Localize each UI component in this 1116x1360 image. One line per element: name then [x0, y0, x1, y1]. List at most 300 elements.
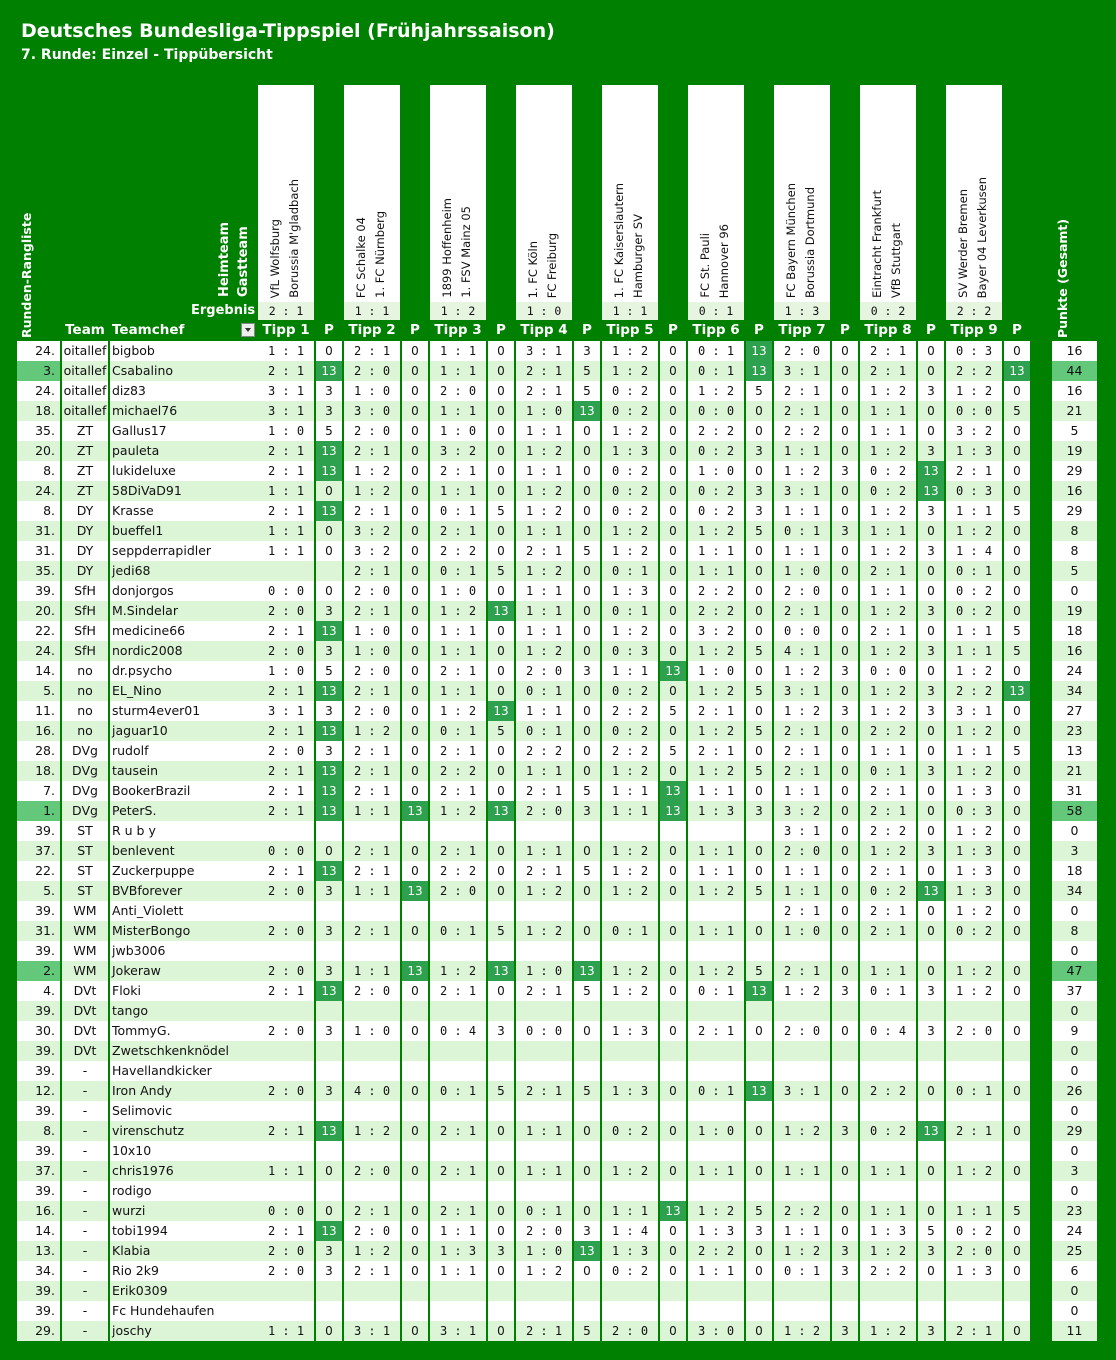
table-row	[0, 1021, 1116, 1041]
tip-cell: 1 : 2	[602, 861, 658, 881]
team-cell: -	[62, 1161, 108, 1181]
points-cell	[316, 1101, 342, 1121]
points-cell	[402, 941, 428, 961]
tip-cell	[258, 1301, 314, 1321]
points-cell: 3	[918, 681, 944, 701]
points-cell: 0	[402, 1201, 428, 1221]
tip-cell	[946, 1181, 1002, 1201]
points-cell: 5	[746, 1201, 772, 1221]
tip-cell: 1 : 1	[602, 801, 658, 821]
tip-cell: 0 : 2	[602, 721, 658, 741]
points-cell	[402, 1001, 428, 1021]
points-cell: 0	[402, 461, 428, 481]
rank-cell: 39.	[17, 1281, 60, 1301]
table-row	[0, 681, 1116, 701]
total-points-cell: 0	[1052, 581, 1097, 601]
tip-cell	[602, 941, 658, 961]
tip-cell: 1 : 2	[344, 461, 400, 481]
points-cell: 0	[574, 881, 600, 901]
tip-cell: 2 : 2	[860, 1261, 916, 1281]
table-row	[0, 1061, 1116, 1081]
tip-cell: 2 : 1	[344, 341, 400, 361]
tip-cell: 2 : 1	[688, 1021, 744, 1041]
tip-cell: 1 : 1	[516, 521, 572, 541]
table-row	[0, 761, 1116, 781]
match-result: 2 : 2	[946, 302, 1002, 320]
teamchef-cell: Rio 2k9	[110, 1261, 258, 1281]
points-cell: 0	[832, 801, 858, 821]
teamchef-cell: jedi68	[110, 561, 258, 581]
tip-cell: 1 : 2	[860, 701, 916, 721]
tip-cell: 1 : 1	[688, 1161, 744, 1181]
points-column-header: P	[1012, 322, 1022, 338]
team-cell: -	[62, 1241, 108, 1261]
points-cell: 0	[488, 461, 514, 481]
tip-cell: 2 : 0	[946, 1021, 1002, 1041]
points-cell: 0	[488, 681, 514, 701]
teamchef-cell: rudolf	[110, 741, 258, 761]
points-cell: 0	[832, 1021, 858, 1041]
total-points-cell: 8	[1052, 521, 1097, 541]
table-row	[0, 381, 1116, 401]
tip-cell: 2 : 0	[344, 361, 400, 381]
points-cell: 0	[488, 1261, 514, 1281]
points-cell: 5	[574, 1081, 600, 1101]
tip-cell: 2 : 1	[946, 1121, 1002, 1141]
tip-cell: 1 : 2	[516, 561, 572, 581]
total-points-cell: 44	[1052, 361, 1097, 381]
points-cell: 0	[402, 761, 428, 781]
points-cell: 3	[918, 701, 944, 721]
tip-cell	[430, 821, 486, 841]
rank-cell: 2.	[17, 961, 60, 981]
points-cell	[918, 1001, 944, 1021]
points-cell: 0	[660, 1021, 686, 1041]
team-column-header: Team	[65, 322, 105, 338]
tip-cell	[774, 1041, 830, 1061]
tipp-column-header: Tipp 8	[864, 322, 912, 338]
points-cell: 13	[316, 721, 342, 741]
tip-cell: 0 : 1	[774, 1261, 830, 1281]
tip-cell: 0 : 0	[258, 581, 314, 601]
points-cell: 3	[316, 601, 342, 621]
tip-cell: 3 : 1	[430, 1321, 486, 1341]
points-cell: 13	[316, 861, 342, 881]
teamchef-cell: Klabia	[110, 1241, 258, 1261]
points-cell: 0	[574, 561, 600, 581]
points-cell: 0	[660, 761, 686, 781]
tip-cell: 1 : 2	[602, 881, 658, 901]
tip-cell: 1 : 2	[774, 1321, 830, 1341]
points-cell: 3	[832, 981, 858, 1001]
points-cell	[574, 1001, 600, 1021]
points-cell	[918, 1061, 944, 1081]
points-cell	[316, 1001, 342, 1021]
tip-cell	[516, 941, 572, 961]
tip-cell: 1 : 1	[688, 541, 744, 561]
rank-cell: 14.	[17, 1221, 60, 1241]
points-cell: 13	[574, 961, 600, 981]
tip-cell: 1 : 3	[860, 1221, 916, 1241]
points-cell: 5	[1004, 501, 1030, 521]
points-cell: 0	[660, 861, 686, 881]
points-cell	[1004, 1281, 1030, 1301]
points-cell	[746, 1301, 772, 1321]
tip-cell: 1 : 1	[258, 1161, 314, 1181]
teamchef-cell: tobi1994	[110, 1221, 258, 1241]
points-cell: 0	[746, 861, 772, 881]
match-column	[516, 85, 572, 320]
tip-cell: 2 : 1	[860, 901, 916, 921]
points-cell: 3	[746, 481, 772, 501]
points-cell: 3	[316, 1021, 342, 1041]
tip-cell: 2 : 1	[430, 981, 486, 1001]
points-cell: 0	[918, 661, 944, 681]
tip-cell: 2 : 1	[516, 541, 572, 561]
points-cell: 0	[488, 841, 514, 861]
points-cell: 3	[316, 881, 342, 901]
tip-cell: 0 : 2	[688, 441, 744, 461]
tip-cell: 2 : 0	[344, 581, 400, 601]
team-cell: DVt	[62, 1001, 108, 1021]
rank-cell: 20.	[17, 601, 60, 621]
tip-cell	[344, 1141, 400, 1161]
points-cell	[488, 1101, 514, 1121]
points-cell: 3	[316, 641, 342, 661]
tip-cell: 1 : 2	[860, 541, 916, 561]
total-points-cell: 3	[1052, 841, 1097, 861]
rank-cell: 39.	[17, 941, 60, 961]
tip-cell: 1 : 0	[430, 581, 486, 601]
points-cell	[316, 821, 342, 841]
points-cell	[1004, 1001, 1030, 1021]
points-cell: 0	[574, 641, 600, 661]
points-cell: 0	[488, 741, 514, 761]
table-row	[0, 841, 1116, 861]
table-row	[0, 781, 1116, 801]
tip-cell: 2 : 2	[688, 601, 744, 621]
points-cell: 0	[660, 1321, 686, 1341]
points-cell: 0	[1004, 721, 1030, 741]
team-cell: DVt	[62, 1041, 108, 1061]
points-cell: 0	[488, 421, 514, 441]
points-cell: 0	[832, 741, 858, 761]
points-cell: 0	[488, 341, 514, 361]
points-cell	[316, 1301, 342, 1321]
tip-cell: 0 : 0	[688, 401, 744, 421]
tip-cell	[516, 1101, 572, 1121]
tip-cell: 0 : 0	[258, 841, 314, 861]
table-row	[0, 361, 1116, 381]
tip-cell: 2 : 1	[344, 601, 400, 621]
tip-cell: 0 : 1	[516, 721, 572, 741]
tip-cell: 0 : 2	[602, 1261, 658, 1281]
tip-cell: 1 : 1	[688, 561, 744, 581]
tip-cell: 1 : 2	[516, 881, 572, 901]
rank-cell: 37.	[17, 1161, 60, 1181]
points-cell: 3	[316, 1261, 342, 1281]
teamchef-cell: Csabalino	[110, 361, 258, 381]
tip-cell: 1 : 2	[688, 381, 744, 401]
tip-cell: 1 : 0	[344, 1021, 400, 1041]
points-cell: 0	[488, 1161, 514, 1181]
tip-cell: 2 : 0	[258, 601, 314, 621]
points-cell: 0	[316, 1161, 342, 1181]
tip-cell: 1 : 2	[860, 1321, 916, 1341]
rank-cell: 22.	[17, 861, 60, 881]
points-cell	[746, 1101, 772, 1121]
match-result: 1 : 1	[344, 302, 400, 320]
points-cell: 3	[918, 381, 944, 401]
tip-cell: 0 : 2	[688, 501, 744, 521]
tip-cell: 2 : 1	[860, 861, 916, 881]
tip-cell: 2 : 1	[258, 721, 314, 741]
points-cell: 0	[1004, 961, 1030, 981]
points-cell: 0	[918, 921, 944, 941]
points-cell: 0	[488, 401, 514, 421]
rank-cell: 14.	[17, 661, 60, 681]
total-points-cell: 16	[1052, 641, 1097, 661]
points-cell: 13	[918, 881, 944, 901]
teamchef-cell: Selimovic	[110, 1101, 258, 1121]
points-cell: 0	[1004, 1161, 1030, 1181]
points-cell	[832, 1061, 858, 1081]
points-cell: 13	[316, 681, 342, 701]
points-cell	[402, 1041, 428, 1061]
points-cell	[488, 1181, 514, 1201]
points-cell	[832, 1001, 858, 1021]
table-row	[0, 441, 1116, 461]
tip-cell: 2 : 2	[860, 1081, 916, 1101]
filter-dropdown-button[interactable]	[241, 323, 255, 337]
tip-cell	[344, 1101, 400, 1121]
tip-cell: 3 : 2	[344, 521, 400, 541]
points-cell	[660, 1301, 686, 1321]
points-cell: 0	[402, 341, 428, 361]
points-cell: 0	[488, 641, 514, 661]
tip-cell: 0 : 3	[946, 481, 1002, 501]
tip-cell: 1 : 2	[602, 361, 658, 381]
team-cell: -	[62, 1181, 108, 1201]
total-points-cell: 11	[1052, 1321, 1097, 1341]
points-cell: 0	[746, 841, 772, 861]
points-cell: 3	[918, 1021, 944, 1041]
tip-cell	[430, 1101, 486, 1121]
points-cell: 0	[574, 421, 600, 441]
points-cell: 3	[832, 701, 858, 721]
tip-cell: 0 : 1	[688, 1081, 744, 1101]
tip-cell: 1 : 0	[258, 421, 314, 441]
rank-cell: 31.	[17, 921, 60, 941]
points-cell	[660, 901, 686, 921]
tip-cell	[688, 821, 744, 841]
table-row	[0, 741, 1116, 761]
points-cell	[574, 1281, 600, 1301]
points-cell	[574, 1141, 600, 1161]
points-cell: 3	[746, 441, 772, 461]
tip-cell: 1 : 2	[516, 501, 572, 521]
match-column	[774, 85, 830, 320]
tip-cell: 2 : 0	[516, 1221, 572, 1241]
tipp-column-header: Tipp 6	[692, 322, 740, 338]
tip-cell: 2 : 2	[946, 361, 1002, 381]
tip-cell: 3 : 2	[774, 801, 830, 821]
teamchef-cell: M.Sindelar	[110, 601, 258, 621]
points-cell: 0	[918, 861, 944, 881]
rank-cell: 24.	[17, 341, 60, 361]
tip-cell: 1 : 2	[774, 981, 830, 1001]
tip-cell: 1 : 2	[344, 481, 400, 501]
tip-cell: 1 : 2	[602, 341, 658, 361]
tip-cell: 2 : 0	[774, 581, 830, 601]
points-cell: 0	[574, 1021, 600, 1041]
points-cell: 0	[660, 521, 686, 541]
points-cell: 0	[746, 1161, 772, 1181]
rank-cell: 13.	[17, 1241, 60, 1261]
points-cell: 0	[574, 1121, 600, 1141]
points-cell: 0	[1004, 561, 1030, 581]
points-cell: 0	[488, 481, 514, 501]
points-cell	[402, 1141, 428, 1161]
tip-cell: 3 : 1	[344, 1321, 400, 1341]
tip-cell: 1 : 1	[516, 701, 572, 721]
points-cell	[746, 1041, 772, 1061]
points-cell: 3	[316, 1081, 342, 1101]
points-cell	[746, 1281, 772, 1301]
tip-cell: 1 : 1	[430, 1221, 486, 1241]
points-cell: 13	[1004, 361, 1030, 381]
points-cell: 0	[918, 901, 944, 921]
match-column	[688, 85, 744, 320]
tip-cell	[344, 1061, 400, 1081]
points-cell: 5	[746, 761, 772, 781]
points-cell: 5	[574, 1321, 600, 1341]
points-cell: 0	[918, 1261, 944, 1281]
tip-cell: 2 : 1	[258, 781, 314, 801]
rank-cell: 39.	[17, 1001, 60, 1021]
points-cell: 3	[918, 501, 944, 521]
points-cell	[488, 1281, 514, 1301]
table-row	[0, 581, 1116, 601]
points-cell: 0	[402, 421, 428, 441]
tip-cell: 2 : 1	[946, 461, 1002, 481]
total-points-cell: 0	[1052, 1301, 1097, 1321]
tip-cell: 1 : 2	[946, 661, 1002, 681]
tip-cell: 1 : 0	[430, 421, 486, 441]
tip-cell	[860, 1141, 916, 1161]
match-result: 1 : 2	[430, 302, 486, 320]
team-cell: oitallef	[62, 361, 108, 381]
points-cell: 0	[832, 401, 858, 421]
team-cell: ST	[62, 821, 108, 841]
tip-cell: 0 : 0	[258, 1201, 314, 1221]
points-cell: 3	[746, 1221, 772, 1241]
tip-cell	[344, 1041, 400, 1061]
points-cell: 0	[832, 381, 858, 401]
points-cell	[574, 821, 600, 841]
points-cell: 0	[660, 921, 686, 941]
tip-cell	[258, 1001, 314, 1021]
page-title: Deutsches Bundesliga-Tippspiel (Frühjahrssaison)	[21, 20, 555, 42]
points-cell: 13	[316, 501, 342, 521]
match-result: 1 : 1	[602, 302, 658, 320]
tip-cell: 2 : 2	[688, 421, 744, 441]
match-column	[602, 85, 658, 320]
tip-cell: 2 : 2	[602, 701, 658, 721]
points-cell: 0	[746, 1321, 772, 1341]
points-cell: 0	[402, 981, 428, 1001]
tip-cell: 1 : 2	[516, 441, 572, 461]
points-cell: 5	[1004, 621, 1030, 641]
tip-cell: 1 : 2	[774, 1241, 830, 1261]
tip-cell	[344, 821, 400, 841]
away-team: Borussia M'gladbach	[287, 179, 301, 298]
points-cell: 0	[1004, 821, 1030, 841]
points-cell: 0	[316, 841, 342, 861]
tip-cell: 1 : 1	[430, 1261, 486, 1281]
home-team: FC St. Pauli	[698, 233, 712, 298]
tip-cell: 2 : 1	[344, 1201, 400, 1221]
team-cell: WM	[62, 901, 108, 921]
tip-cell: 2 : 0	[344, 1161, 400, 1181]
points-cell: 0	[832, 561, 858, 581]
team-cell: DY	[62, 541, 108, 561]
tip-cell: 3 : 1	[516, 341, 572, 361]
tip-cell: 1 : 1	[602, 781, 658, 801]
points-cell: 3	[918, 761, 944, 781]
tip-cell: 2 : 0	[258, 881, 314, 901]
points-cell	[1004, 1041, 1030, 1061]
tip-cell: 2 : 1	[258, 441, 314, 461]
points-cell: 0	[488, 521, 514, 541]
tip-cell: 1 : 2	[860, 601, 916, 621]
points-cell: 0	[574, 461, 600, 481]
points-cell	[488, 901, 514, 921]
tip-cell: 1 : 1	[774, 881, 830, 901]
tip-cell: 3 : 1	[946, 701, 1002, 721]
rank-cell: 18.	[17, 761, 60, 781]
tip-cell: 1 : 2	[946, 901, 1002, 921]
points-cell	[746, 901, 772, 921]
points-cell: 5	[1004, 741, 1030, 761]
teamchef-cell: Anti_Violett	[110, 901, 258, 921]
points-cell: 13	[488, 701, 514, 721]
points-cell: 0	[1004, 661, 1030, 681]
points-cell: 0	[918, 1081, 944, 1101]
teamchef-cell: Zwetschkenknödel	[110, 1041, 258, 1061]
tip-cell	[430, 1181, 486, 1201]
tip-cell: 1 : 2	[946, 1161, 1002, 1181]
match-column	[946, 85, 1002, 320]
team-cell: DVg	[62, 801, 108, 821]
points-cell: 3	[316, 961, 342, 981]
table-row	[0, 961, 1116, 981]
team-cell: oitallef	[62, 401, 108, 421]
points-cell: 13	[660, 801, 686, 821]
points-cell: 3	[316, 741, 342, 761]
points-cell: 0	[746, 701, 772, 721]
tip-cell	[688, 1041, 744, 1061]
tip-cell	[258, 1181, 314, 1201]
points-cell	[746, 821, 772, 841]
points-cell: 0	[832, 641, 858, 661]
points-cell: 13	[316, 1221, 342, 1241]
points-cell: 0	[832, 621, 858, 641]
tip-cell: 2 : 0	[344, 981, 400, 1001]
total-points-cell: 29	[1052, 1121, 1097, 1141]
teamchef-cell: bueffel1	[110, 521, 258, 541]
home-team: SV Werder Bremen	[956, 189, 970, 298]
